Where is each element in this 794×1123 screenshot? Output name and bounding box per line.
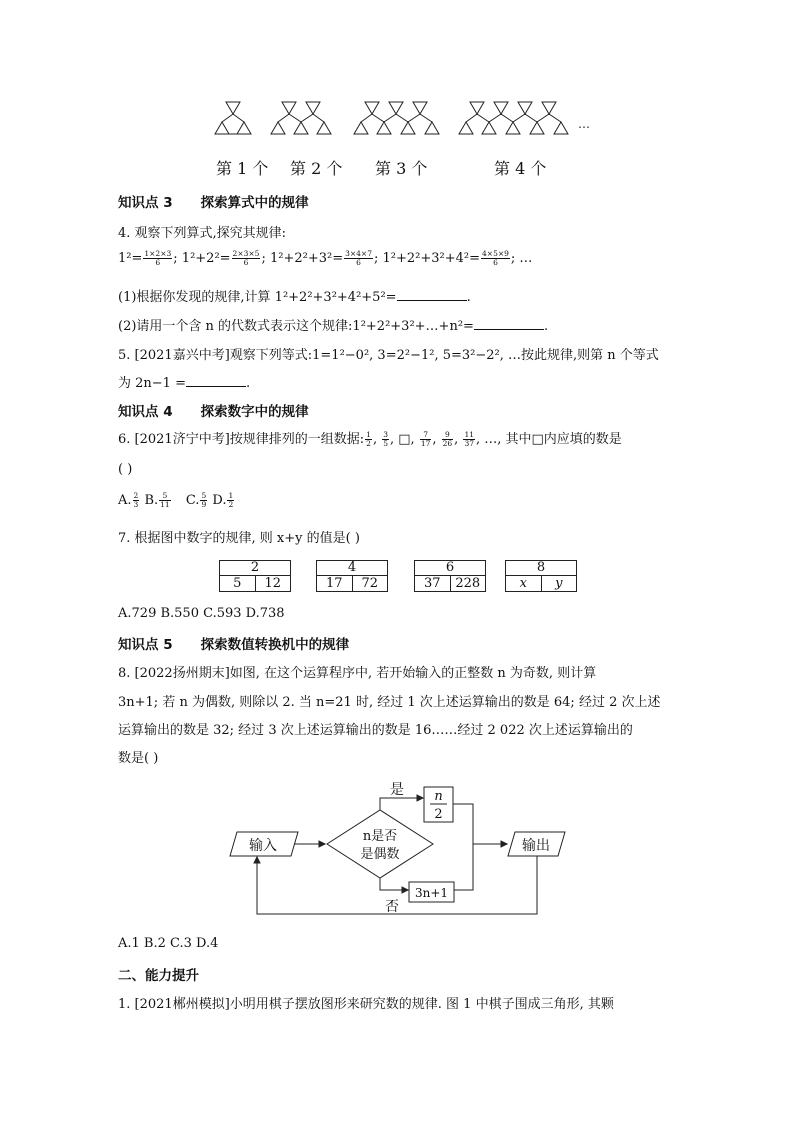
q6-seq-1: $\frac{1}{2}$: [366, 430, 371, 448]
figure-label-1: 第 1 个: [216, 159, 269, 178]
flow-yes-label: 是: [390, 782, 404, 798]
kp3-label: 知识点 3: [118, 195, 173, 211]
q4-eq4-left: 1²+2²+3²+4²=: [382, 251, 481, 266]
q4-eq2-left: 1²+2²=: [181, 251, 231, 266]
q7-options: A.729 B.550 C.593 D.738: [118, 606, 285, 621]
q8-options: A.1 B.2 C.3 D.4: [118, 936, 219, 951]
kp5-title: 探索数值转换机中的规律: [200, 637, 350, 653]
q5-answer-blank[interactable]: [186, 375, 246, 387]
q8-flowchart: [225, 780, 570, 920]
pattern-2: [271, 102, 331, 134]
figure-label-2: 第 2 个: [290, 159, 343, 178]
q7-box-2: 4 17 72: [316, 560, 388, 592]
q6-stem: 6. [2021济宁中考]按规律排列的一组数据: $\frac{1}{2}$ , $\frac{3}{5}$ , □, $\frac{7}{17}$ , $\frac{9}{26}$ , $\frac{11}{37}$ , …, 其中□内应填的数是: [118, 430, 622, 448]
q6-seq-4: $\frac{7}{17}$: [420, 430, 431, 448]
knowledge-point-4-heading: [118, 400, 309, 420]
q4-equations: 1²= $\frac{1\times 2\times 3}{6}$ ; 1²+2²= $\frac{2\times 3\times 5}{6}$ ; 1²+2²+3²= $\frac{3\times 4\times 7}{6}$ ; 1²+2²+3²+4²= $\frac{4\times 5\times 9}{6}$ ; …: [118, 249, 533, 267]
figure-label-4: 第 4 个: [494, 159, 547, 178]
q4-eq4-fraction: $\frac{4\times 5\times 9}{6}$: [482, 249, 509, 267]
flow-decision-shape: [327, 810, 433, 878]
section-2-heading: 二、能力提升: [118, 968, 199, 984]
p1-line1: 1. [2021郴州模拟]小明用棋子摆放图形来研究数的规律. 图 1 中棋子围成三角形, 其颗: [118, 997, 614, 1012]
q4-eq1-left: 1²=: [118, 251, 143, 266]
q8-line2: 3n+1; 若 n 为偶数, 则除以 2. 当 n=21 时, 经过 1 次上述运算输出的数是 64; 经过 2 次上述: [118, 695, 661, 710]
q6-option-b[interactable]: B. $\frac{5}{11}$: [144, 491, 170, 509]
q7-box-4: 8 x y: [505, 560, 577, 592]
q8-line3: 运算输出的数是 32; 经过 3 次上述运算输出的数是 16……经过 2 022 次上述运算输出的: [118, 723, 633, 738]
flow-even-denominator: 2: [434, 807, 443, 822]
figure-ellipsis: …: [578, 117, 590, 131]
q4-part1: (1)根据你发现的规律,计算 1²+2²+3²+4²+5²= .: [118, 290, 471, 305]
q6-answer-paren: ( ): [118, 462, 133, 477]
q5-line1: 5. [2021嘉兴中考]观察下列等式:1=1²−0², 3=2²−1², 5=3²−2², …按此规律,则第 n 个等式: [118, 348, 659, 363]
flow-decision-line2: 是偶数: [360, 847, 400, 862]
q5-line2: 为 2n−1 = .: [118, 376, 251, 391]
kp4-title: 探索数字中的规律: [200, 404, 309, 420]
pattern-1: [215, 102, 251, 134]
q4-eq3-fraction: $\frac{3\times 4\times 7}{6}$: [345, 249, 372, 267]
triangle-pattern-figure: [200, 96, 620, 144]
knowledge-point-5-heading: [118, 633, 349, 653]
q6-seq-5: $\frac{9}{26}$: [442, 430, 453, 448]
q6-option-c[interactable]: C. $\frac{5}{9}$: [185, 491, 207, 509]
q7-stem: 7. 根据图中数字的规律, 则 x+y 的值是( ): [118, 531, 360, 546]
flow-decision-line1: n是否: [362, 829, 398, 844]
kp3-title: 探索算式中的规律: [200, 195, 309, 211]
q6-option-d[interactable]: D. $\frac{1}{2}$: [212, 491, 234, 509]
q4-eq3-left: 1²+2²+3²=: [269, 251, 344, 266]
q7-box-1: 2 5 12: [219, 560, 291, 592]
knowledge-point-3-heading: [118, 191, 309, 211]
q8-line4: 数是( ): [118, 751, 159, 766]
flow-odd-label: 3n+1: [414, 886, 449, 900]
q6-seq-6: $\frac{11}{37}$: [464, 430, 474, 448]
figure-label-3: 第 3 个: [375, 159, 428, 178]
kp4-label: 知识点 4: [118, 404, 173, 420]
q4-part1-answer-blank[interactable]: [397, 289, 467, 301]
kp5-label: 知识点 5: [118, 637, 173, 653]
q6-seq-2: $\frac{3}{5}$: [383, 430, 388, 448]
flow-output-label: 输出: [522, 838, 550, 854]
q7-box-3: 6 37 228: [414, 560, 486, 592]
q6-seq-box: □: [398, 432, 411, 447]
flow-even-numerator: n: [434, 789, 443, 804]
q4-part2: (2)请用一个含 n 的代数式表示这个规律:1²+2²+3²+…+n²= .: [118, 319, 549, 334]
flow-input-label: 输入: [249, 838, 277, 854]
q4-stem: 4. 观察下列算式,探究其规律:: [118, 226, 287, 241]
flow-no-label: 否: [385, 899, 399, 915]
pattern-4: [459, 102, 568, 134]
q4-eq1-fraction: $\frac{1\times 2\times 3}{6}$: [144, 249, 172, 267]
q4-part2-answer-blank[interactable]: [474, 318, 544, 330]
pattern-3: [354, 102, 439, 134]
q8-line1: 8. [2022扬州期末]如图, 在这个运算程序中, 若开始输入的正整数 n 为奇数, 则计算: [118, 666, 597, 681]
q4-eq2-fraction: $\frac{2\times 3\times 5}{6}$: [232, 249, 260, 267]
q6-option-a[interactable]: A. $\frac{2}{3}$: [118, 491, 139, 509]
q6-options: [118, 492, 235, 509]
